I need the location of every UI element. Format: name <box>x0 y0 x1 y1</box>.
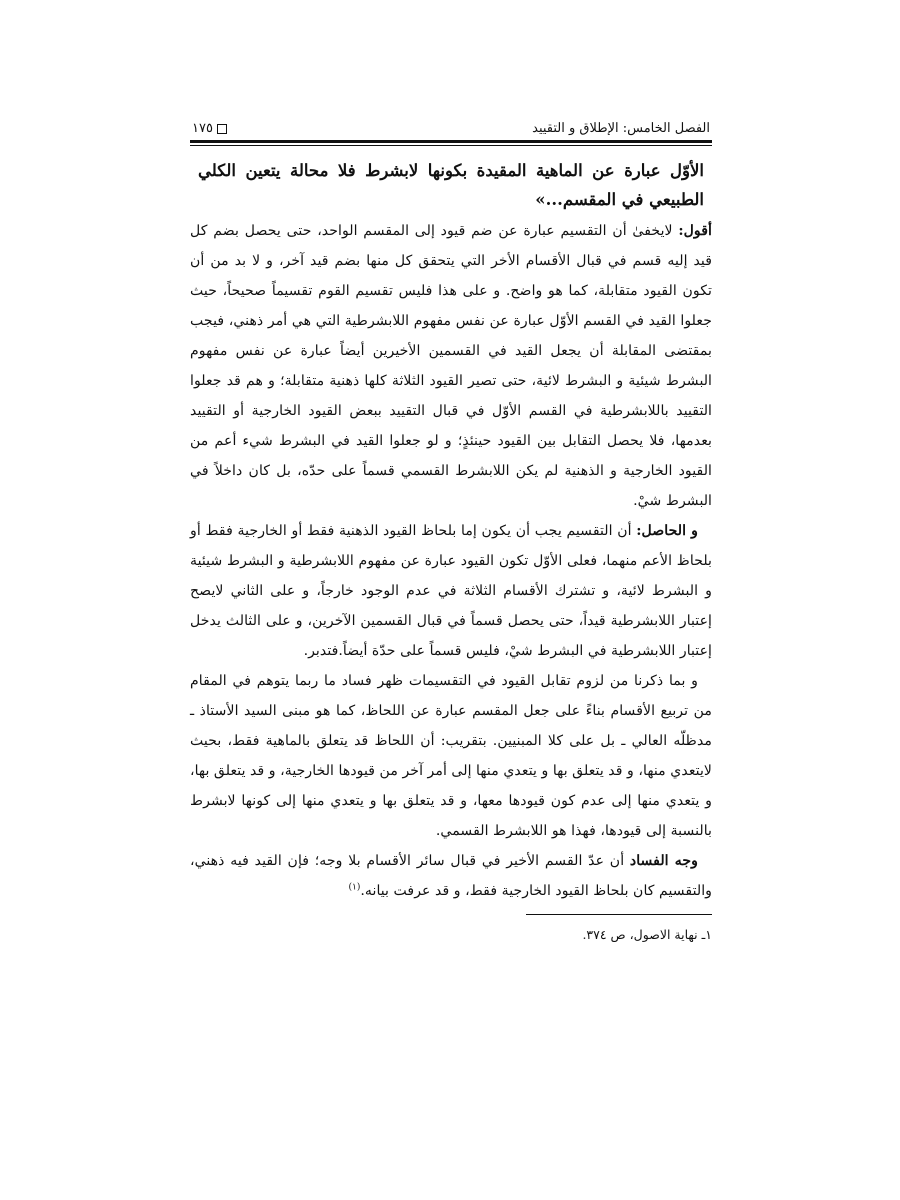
paragraph-hasil <box>190 516 712 666</box>
paragraph-text: و بما ذكرنا من لزوم تقابل القيود في التقسيمات ظهر فساد ما ربما يتوهم في المقام من تربيع الأقسام بناءً على جعل المقسم عبارة عن اللحاظ، كما هو مبنى السيد الأستاذ ـ مدظلّه العالي ـ بل على كلا المبنيين. بتقريب: أن اللحاظ قد يتعلق بالماهية فقط، بحيث لايتعدي منها، و قد يتعلق بها و يتعدي منها إلى أمر آخر من قيودها الخارجية، و قد يتعلق بها، و يتعدي منها إلى عدم كون قيودها معها، و قد يتعلق بها و يتعدي منها إلى كونها لابشرط بالنسبة إلى قيودها، فهذا هو اللابشرط القسمي. <box>190 673 712 839</box>
chapter-title: الفصل الخامس: الإطلاق و التقييد <box>532 121 710 136</box>
page-number-group <box>192 121 227 136</box>
header-divider <box>190 140 712 146</box>
footnote: ١ـ نهاية الاصول، ص ٣٧٤. <box>582 927 712 942</box>
paragraph-text: أن التقسيم يجب أن يكون إما بلحاظ القيود الذهنية فقط أو الخارجية فقط أو بلحاظ الأعم منهما، فعلى الأوّل تكون القيود عبارة عن مفهوم اللابشرطية و البشرط شيئية و البشرط لائية، و تشترك الأقسام الثلاثة في عدم الوجود خارجاً، و على الثاني لايصح إعتبار اللابشرطية قيداً، حتى يحصل قسماً في قبال القسمين الآخرين، و على الثالث يدخل إعتبار اللابشرطية في البشرط شيْ، فليس قسماً على حدّة أيضاً.فتدبر. <box>190 523 712 659</box>
page-number: ١٧٥ <box>192 121 213 136</box>
paragraph-text: أن عدّ القسم الأخير في قبال سائر الأقسام بلا وجه؛ فإن القيد فيه ذهني، والتقسيم كان بلحاظ القيود الخارجية فقط، و قد عرفت بيانه. <box>190 853 712 899</box>
quoted-passage: الأوّل عبارة عن الماهية المقيدة بكونها لابشرط فلا محالة يتعين الكلي الطبيعي في المقسم...» <box>198 161 704 209</box>
paragraph-lead: و الحاصل: <box>636 523 698 539</box>
footnote-divider <box>526 914 712 915</box>
paragraph-lead: أقول: <box>678 223 712 239</box>
paragraph-aqulu <box>190 216 712 516</box>
paragraph-wa-bima <box>190 666 712 846</box>
footnote-reference[interactable]: (١) <box>348 882 361 893</box>
square-bullet-icon <box>217 124 227 134</box>
document-page <box>190 110 712 945</box>
running-header <box>190 110 712 140</box>
paragraph-lead: وجه الفساد <box>629 853 699 869</box>
paragraph-text: لايخفىٰ أن التقسيم عبارة عن ضم قيود إلى المقسم الواحد، حتى يحصل بضم كل قيد إليه قسم في قبال الأقسام الأخر التي يتحقق كل منها بضم قيد آخر، و لا بد من أن تكون القيود متقابلة، كما هو واضح. و على هذا فليس تقسيم القوم تقسيماً صحيحاً، حيث جعلوا القيد في القسم الأوّل عبارة عن نفس مفهوم اللابشرطية التي هي أمر ذهني، فيجب بمقتضى المقابلة أن يجعل القيد في القسمين الأخيرين أيضاً عبارة عن نفس مفهوم البشرط شيئية و البشرط لائية، حتى تصير القيود الثلاثة كلها ذهنية متقابلة؛ و هم قد جعلوا التقييد باللابشرطية في القسم الأوّل في قبال التقييد ببعض القيود الخارجية أو التقييد بعدمها، فلا يحصل التقابل بين القيود حينئذٍ؛ و لو جعلوا القيد في البشرط شيء أعم من القيود الخارجية و الذهنية لم يكن اللابشرط القسمي قسماً على حدّه، بل كان داخلاً في البشرط شيْ. <box>190 223 712 509</box>
paragraph-wajh-alfasad <box>190 846 712 906</box>
